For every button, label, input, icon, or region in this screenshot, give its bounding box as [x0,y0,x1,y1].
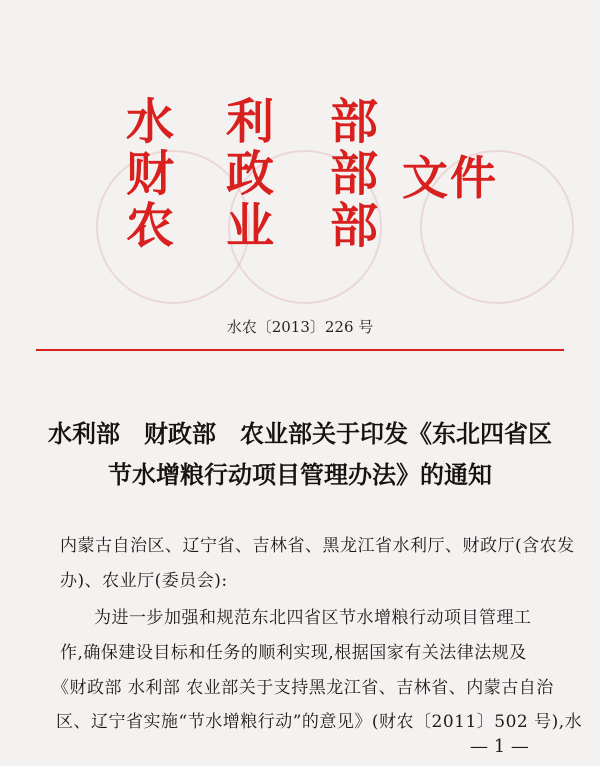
red-divider [36,349,564,351]
ministry-water-char-3: 部 [330,94,379,150]
title-line-1: 水利部 财政部 农业部关于印发《东北四省区 [48,419,552,448]
ministry-finance-char-3: 部 [330,146,379,202]
ministry-finance-char-1: 财 [126,146,175,202]
recipients-line-1: 内蒙古自治区、辽宁省、吉林省、黑龙江省水利厅、财政厅(含农发 [60,536,575,556]
ministry-water-char-1: 水 [126,94,175,150]
ministry-agriculture-char-2: 业 [226,198,275,254]
ministry-agriculture-char-3: 部 [330,198,379,254]
paragraph-line-2: 作,确保建设目标和任务的顺利实现,根据国家有关法律法规及 [60,643,527,663]
document-label: 文件 [402,151,498,205]
paragraph-line-4: 区、辽宁省实施“节水增粮行动”的意见》(财农〔2011〕502 号),水 [56,712,583,732]
title-line-2: 节水增粮行动项目管理办法》的通知 [108,460,492,489]
ministry-finance-char-2: 政 [226,146,275,202]
ministry-agriculture-char-1: 农 [126,198,175,254]
page-number: — 1 — [470,736,529,757]
paragraph-line-3: 《财政部 水利部 农业部关于支持黑龙江省、吉林省、内蒙古自治 [52,678,554,698]
ministry-water-char-2: 利 [226,94,275,150]
recipients-line-2: 办)、农业厅(委员会): [60,571,228,591]
paragraph-line-1: 为进一步加强和规范东北四省区节水增粮行动项目管理工 [94,608,532,628]
document-number: 水农〔2013〕226 号 [226,318,374,336]
